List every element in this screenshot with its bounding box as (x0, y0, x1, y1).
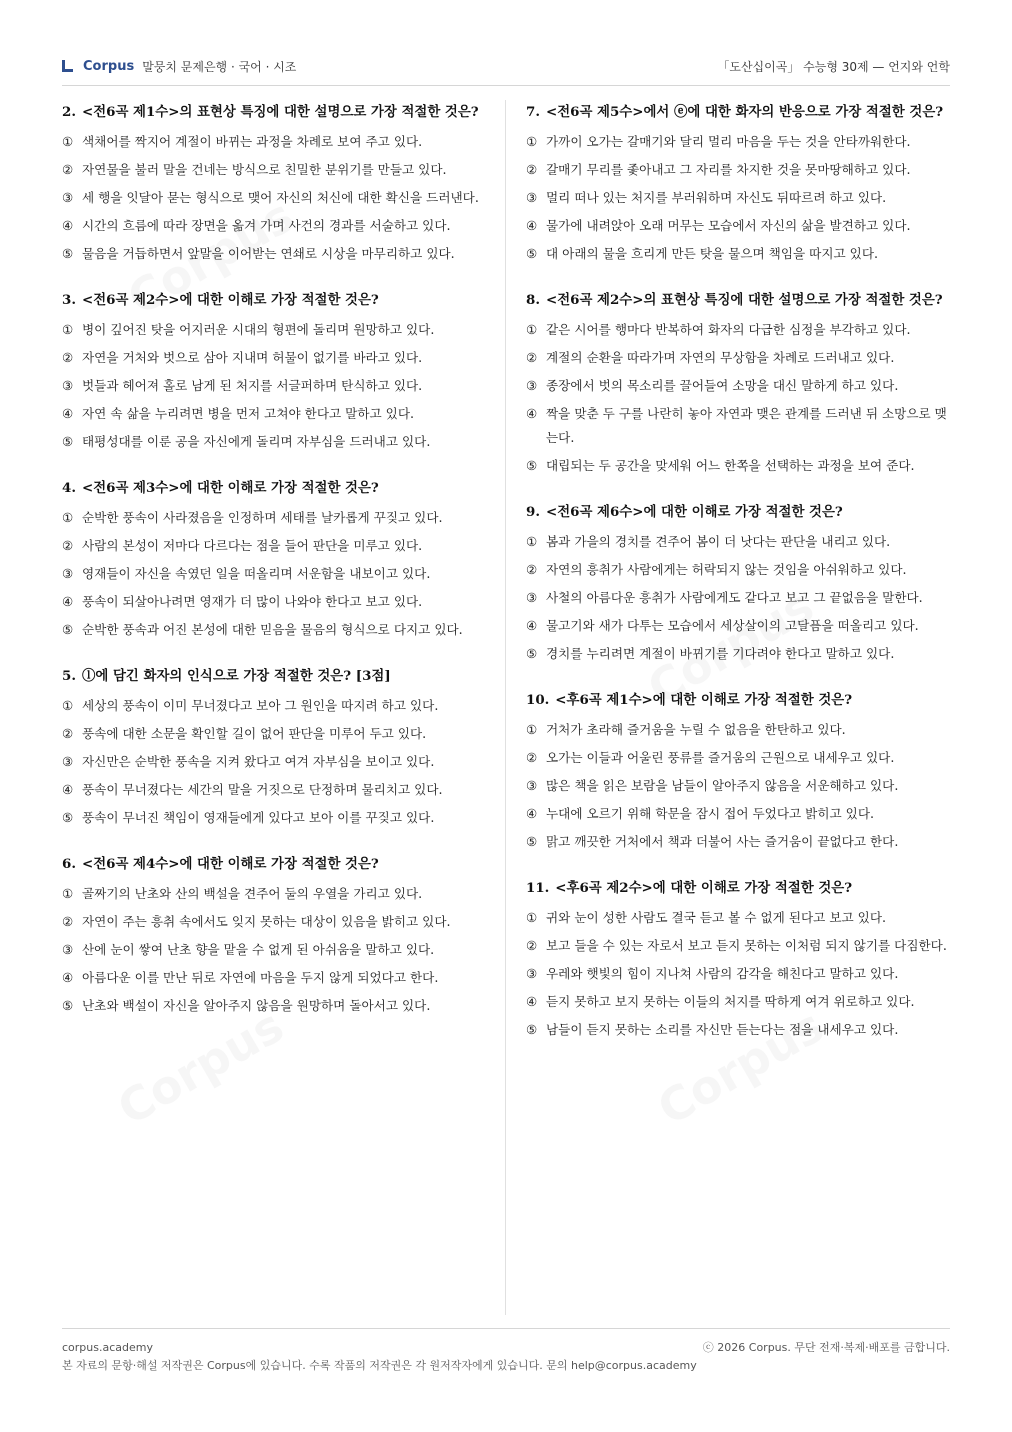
question-text: <전6곡 제3수>에 대한 이해로 가장 적절한 것은? (81, 480, 379, 496)
choice-marker: ② (526, 562, 538, 577)
choice-text: 세상의 풍속이 이미 무너졌다고 보아 그 원인을 따지려 하고 있다. (82, 698, 439, 713)
choice-marker: ② (526, 750, 538, 765)
choice-marker: ⑤ (526, 1022, 538, 1037)
question-text: <전6곡 제1수>의 표현상 특징에 대한 설명으로 가장 적절한 것은? (81, 104, 479, 120)
question-text: <전6곡 제6수>에 대한 이해로 가장 적절한 것은? (545, 504, 843, 520)
choice-text: 종장에서 벗의 목소리를 끌어들여 소망을 대신 말하게 하고 있다. (546, 378, 899, 393)
choice-text: 물음을 거듭하면서 앞말을 이어받는 연쇄로 시상을 마무리하고 있다. (82, 246, 455, 261)
choice-text: 물고기와 새가 다투는 모습에서 세상살이의 고달픔을 떠올리고 있다. (546, 618, 919, 633)
choice-marker: ① (526, 134, 538, 149)
answer-choice[interactable] (62, 778, 490, 802)
answer-choice[interactable] (526, 1018, 952, 1042)
choice-text: 대립되는 두 공간을 맞세워 어느 한쪽을 선택하는 과정을 보여 준다. (546, 458, 915, 473)
question-number: 10. (526, 692, 550, 708)
question-text: <전6곡 제4수>에 대한 이해로 가장 적절한 것은? (81, 856, 379, 872)
choice-marker: ① (526, 910, 538, 925)
choice-text: 갈매기 무리를 좇아내고 그 자리를 차지한 것을 못마땅해하고 있다. (546, 162, 911, 177)
choice-text: 자연의 흥취가 사람에게는 허락되지 않는 것임을 아쉬워하고 있다. (546, 562, 907, 577)
answer-choice[interactable] (526, 642, 952, 666)
left-column (62, 100, 490, 1040)
footer-copyright: ⓒ 2026 Corpus. 무단 전재·복제·배포를 금합니다. (702, 1341, 950, 1354)
choice-marker: ③ (526, 966, 538, 981)
answer-choice[interactable] (62, 722, 490, 746)
choice-marker: ⑤ (62, 998, 74, 1013)
question-number: 5. (62, 668, 76, 684)
choice-marker: ① (62, 698, 74, 713)
choice-marker: ② (526, 350, 538, 365)
choice-marker: ① (62, 886, 74, 901)
question-stem (62, 288, 490, 312)
answer-choice[interactable] (62, 430, 490, 454)
choice-marker: ② (62, 350, 74, 365)
choice-marker: ③ (526, 378, 538, 393)
choice-marker: ① (62, 322, 74, 337)
answer-choice[interactable] (526, 802, 952, 826)
choice-text: 맑고 깨끗한 거처에서 책과 더불어 사는 즐거움이 끝없다고 한다. (546, 834, 899, 849)
choice-marker: ④ (526, 806, 538, 821)
choice-marker: ② (62, 538, 74, 553)
answer-choice[interactable] (62, 618, 490, 642)
choice-marker: ④ (526, 406, 538, 421)
choice-marker: ④ (526, 218, 538, 233)
choice-marker: ③ (62, 378, 74, 393)
question-text: <전6곡 제2수>의 표현상 특징에 대한 설명으로 가장 적절한 것은? (545, 292, 943, 308)
answer-choice[interactable] (526, 454, 952, 478)
choice-marker: ① (62, 134, 74, 149)
choice-marker: ④ (62, 406, 74, 421)
choice-text: 계절의 순환을 따라가며 자연의 무상함을 차례로 드러내고 있다. (546, 350, 895, 365)
choice-text: 아름다운 이를 만난 뒤로 자연에 마음을 두지 않게 되었다고 한다. (82, 970, 439, 985)
choice-marker: ③ (62, 942, 74, 957)
choice-text: 같은 시어를 행마다 반복하여 화자의 다급한 심정을 부각하고 있다. (546, 322, 911, 337)
question-stem (62, 476, 490, 500)
choice-marker: ② (526, 162, 538, 177)
answer-choice[interactable] (526, 774, 952, 798)
choice-marker: ① (62, 510, 74, 525)
choice-marker: ⑤ (62, 246, 74, 261)
question-number: 9. (526, 504, 540, 520)
choice-text: 태평성대를 이룬 공을 자신에게 돌리며 자부심을 드러내고 있다. (82, 434, 431, 449)
choice-text: 벗들과 헤어져 홀로 남게 된 처지를 서글퍼하며 탄식하고 있다. (82, 378, 423, 393)
choice-marker: ④ (62, 594, 74, 609)
answer-choice[interactable] (526, 530, 952, 554)
choice-marker: ④ (62, 970, 74, 985)
choice-text: 색채어를 짝지어 계절이 바뀌는 과정을 차례로 보여 주고 있다. (82, 134, 423, 149)
choice-marker: ⑤ (62, 434, 74, 449)
corpus-logo-icon (62, 60, 73, 72)
choice-text: 난초와 백설이 자신을 알아주지 않음을 원망하며 돌아서고 있다. (82, 998, 431, 1013)
right-column (526, 100, 952, 1064)
choice-marker: ① (526, 534, 538, 549)
answer-choice[interactable] (526, 990, 952, 1014)
choice-text: 세 행을 잇달아 묻는 형식으로 맺어 자신의 처신에 대한 확신을 드러낸다. (82, 190, 479, 205)
question-number: 2. (62, 104, 76, 120)
question-text: <후6곡 제2수>에 대한 이해로 가장 적절한 것은? (555, 880, 853, 896)
answer-choice[interactable] (62, 186, 490, 210)
answer-choice[interactable] (62, 910, 490, 934)
question-text: <전6곡 제2수>에 대한 이해로 가장 적절한 것은? (81, 292, 379, 308)
column-divider (505, 100, 506, 1315)
answer-choice[interactable] (62, 158, 490, 182)
answer-choice[interactable] (62, 562, 490, 586)
choice-text: 듣지 못하고 보지 못하는 이들의 처지를 딱하게 여겨 위로하고 있다. (546, 994, 915, 1009)
choice-text: 산에 눈이 쌓여 난초 향을 맡을 수 없게 된 아쉬움을 말하고 있다. (82, 942, 435, 957)
answer-choice[interactable] (62, 994, 490, 1018)
choice-marker: ③ (526, 590, 538, 605)
question-stem (62, 664, 490, 688)
choice-marker: ② (62, 162, 74, 177)
question-stem (62, 100, 490, 124)
choice-text: 가까이 오가는 갈매기와 달리 멀리 마음을 두는 것을 안타까워한다. (546, 134, 911, 149)
question-stem (526, 688, 952, 712)
answer-choice[interactable] (62, 694, 490, 718)
answer-choice[interactable] (62, 346, 490, 370)
answer-choice[interactable] (62, 590, 490, 614)
question-stem (526, 100, 952, 124)
choice-marker: ① (526, 722, 538, 737)
footer-site-link[interactable]: corpus.academy (62, 1341, 153, 1354)
question-5 (62, 664, 490, 830)
question-stem (526, 288, 952, 312)
choice-text: 시간의 흐름에 따라 장면을 옮겨 가며 사건의 경과를 서술하고 있다. (82, 218, 451, 233)
question-9 (526, 500, 952, 666)
answer-choice[interactable] (526, 586, 952, 610)
choice-text: 자연을 거처와 벗으로 삼아 지내며 허물이 없기를 바라고 있다. (82, 350, 423, 365)
question-stem (526, 500, 952, 524)
choice-text: 자연물을 불러 말을 건네는 방식으로 친밀한 분위기를 만들고 있다. (82, 162, 447, 177)
question-number: 11. (526, 880, 550, 896)
choice-marker: ① (526, 322, 538, 337)
choice-marker: ④ (62, 218, 74, 233)
choice-text: 누대에 오르기 위해 학문을 잠시 접어 두었다고 밝히고 있다. (546, 806, 875, 821)
choice-text: 풍속이 무너졌다는 세간의 말을 거짓으로 단정하며 물리치고 있다. (82, 782, 443, 797)
choice-text: 풍속이 무너진 책임이 영재들에게 있다고 보아 이를 꾸짖고 있다. (82, 810, 435, 825)
choice-text: 골짜기의 난초와 산의 백설을 견주어 둘의 우열을 가리고 있다. (82, 886, 423, 901)
choice-text: 사철의 아름다운 흥취가 사람에게도 같다고 보고 그 끝없음을 말한다. (546, 590, 923, 605)
answer-choice[interactable] (526, 906, 952, 930)
question-6 (62, 852, 490, 1018)
choice-text: 오가는 이들과 어울린 풍류를 즐거움의 근원으로 내세우고 있다. (546, 750, 895, 765)
choice-marker: ② (62, 914, 74, 929)
choice-text: 순박한 풍속과 어진 본성에 대한 믿음을 물음의 형식으로 다지고 있다. (82, 622, 463, 637)
question-number: 4. (62, 480, 76, 496)
answer-choice[interactable] (526, 346, 952, 370)
question-2 (62, 100, 490, 266)
question-3 (62, 288, 490, 454)
brand-name: Corpus (83, 59, 135, 74)
choice-text: 자연이 주는 흥취 속에서도 잊지 못하는 대상이 있음을 밝히고 있다. (82, 914, 451, 929)
choice-marker: ⑤ (526, 646, 538, 661)
choice-marker: ③ (62, 754, 74, 769)
choice-marker: ④ (526, 994, 538, 1009)
question-number: 8. (526, 292, 540, 308)
choice-text: 물가에 내려앉아 오래 머무는 모습에서 자신의 삶을 발견하고 있다. (546, 218, 911, 233)
header-right-title: 「도산십이곡」 수능형 30제 — 언지와 언학 (717, 60, 950, 74)
answer-choice[interactable] (526, 830, 952, 854)
answer-choice[interactable] (62, 534, 490, 558)
choice-marker: ② (526, 938, 538, 953)
answer-choice[interactable] (526, 318, 952, 342)
answer-choice[interactable] (62, 750, 490, 774)
question-7 (526, 100, 952, 266)
answer-choice[interactable] (62, 242, 490, 266)
question-stem (526, 876, 952, 900)
answer-choice[interactable] (526, 558, 952, 582)
answer-choice[interactable] (526, 934, 952, 958)
answer-choice[interactable] (526, 242, 952, 266)
answer-choice[interactable] (526, 186, 952, 210)
header-subtitle: 말뭉치 문제은행 · 국어 · 시조 (142, 60, 297, 74)
question-number: 7. (526, 104, 540, 120)
question-stem (62, 852, 490, 876)
choice-text: 보고 들을 수 있는 자로서 보고 듣지 못하는 이처럼 되지 않기를 다짐한다. (546, 938, 947, 953)
answer-choice[interactable] (62, 214, 490, 238)
choice-text: 풍속이 되살아나려면 영재가 더 많이 나와야 한다고 보고 있다. (82, 594, 423, 609)
choice-text: 귀와 눈이 성한 사람도 결국 듣고 볼 수 없게 된다고 보고 있다. (546, 910, 887, 925)
page-header (62, 58, 950, 86)
choice-marker: ③ (526, 190, 538, 205)
question-11 (526, 876, 952, 1042)
answer-choice[interactable] (62, 938, 490, 962)
choice-text: 우레와 햇빛의 힘이 지나쳐 사람의 감각을 해친다고 말하고 있다. (546, 966, 899, 981)
choice-marker: ③ (62, 566, 74, 581)
choice-marker: ⑤ (526, 834, 538, 849)
answer-choice[interactable] (526, 214, 952, 238)
choice-marker: ③ (526, 778, 538, 793)
question-number: 3. (62, 292, 76, 308)
page-footer (62, 1328, 950, 1375)
answer-choice[interactable] (526, 158, 952, 182)
choice-marker: ② (62, 726, 74, 741)
answer-choice[interactable] (62, 806, 490, 830)
choice-text: 짝을 맞춘 두 구를 나란히 놓아 자연과 맺은 관계를 드러낸 뒤 소망으로 맺는다. (546, 406, 947, 445)
choice-text: 멀리 떠나 있는 처지를 부러워하며 자신도 뒤따르려 하고 있다. (546, 190, 887, 205)
answer-choice[interactable] (526, 614, 952, 638)
choice-marker: ⑤ (62, 622, 74, 637)
question-10 (526, 688, 952, 854)
choice-marker: ⑤ (526, 246, 538, 261)
brand (62, 58, 296, 75)
choice-marker: ④ (62, 782, 74, 797)
choice-text: 영재들이 자신을 속였던 일을 떠올리며 서운함을 내보이고 있다. (82, 566, 431, 581)
answer-choice[interactable] (526, 402, 952, 450)
choice-text: 자연 속 삶을 누리려면 병을 먼저 고쳐야 한다고 말하고 있다. (82, 406, 415, 421)
choice-text: 사람의 본성이 저마다 다르다는 점을 들어 판단을 미루고 있다. (82, 538, 423, 553)
footer-notice: 본 자료의 문항·해설 저작권은 Corpus에 있습니다. 수록 작품의 저작권은 각 원저작자에게 있습니다. 문의 help@corpus.academy (62, 1359, 697, 1372)
choice-text: 순박한 풍속이 사라졌음을 인정하며 세태를 날카롭게 꾸짖고 있다. (82, 510, 443, 525)
question-8 (526, 288, 952, 478)
choice-text: 대 아래의 물을 흐리게 만든 탓을 물으며 책임을 따지고 있다. (546, 246, 879, 261)
choice-text: 남들이 듣지 못하는 소리를 자신만 듣는다는 점을 내세우고 있다. (546, 1022, 899, 1037)
answer-choice[interactable] (526, 718, 952, 742)
answer-choice[interactable] (62, 130, 490, 154)
answer-choice[interactable] (526, 374, 952, 398)
choice-text: 자신만은 순박한 풍속을 지켜 왔다고 여겨 자부심을 보이고 있다. (82, 754, 435, 769)
answer-choice[interactable] (62, 374, 490, 398)
answer-choice[interactable] (62, 882, 490, 906)
answer-choice[interactable] (526, 130, 952, 154)
answer-choice[interactable] (62, 402, 490, 426)
answer-choice[interactable] (526, 962, 952, 986)
question-text: <전6곡 제5수>에서 ⓔ에 대한 화자의 반응으로 가장 적절한 것은? (545, 104, 944, 120)
question-number: 6. (62, 856, 76, 872)
choice-text: 많은 책을 읽은 보람을 남들이 알아주지 않음을 서운해하고 있다. (546, 778, 899, 793)
choice-text: 거처가 초라해 즐거움을 누릴 수 없음을 한탄하고 있다. (546, 722, 846, 737)
choice-marker: ④ (526, 618, 538, 633)
choice-marker: ③ (62, 190, 74, 205)
question-4 (62, 476, 490, 642)
choice-text: 봄과 가을의 경치를 견주어 봄이 더 낫다는 판단을 내리고 있다. (546, 534, 891, 549)
choice-text: 경치를 누리려면 계절이 바뀌기를 기다려야 한다고 말하고 있다. (546, 646, 895, 661)
choice-text: 풍속에 대한 소문을 확인할 길이 없어 판단을 미루어 두고 있다. (82, 726, 427, 741)
question-text: <후6곡 제1수>에 대한 이해로 가장 적절한 것은? (555, 692, 853, 708)
answer-choice[interactable] (62, 966, 490, 990)
answer-choice[interactable] (526, 746, 952, 770)
question-text: ⓛ에 담긴 화자의 인식으로 가장 적절한 것은? [3점] (81, 668, 391, 684)
answer-choice[interactable] (62, 318, 490, 342)
answer-choice[interactable] (62, 506, 490, 530)
choice-marker: ⑤ (526, 458, 538, 473)
choice-marker: ⑤ (62, 810, 74, 825)
choice-text: 병이 깊어진 탓을 어지러운 시대의 형편에 돌리며 원망하고 있다. (82, 322, 435, 337)
